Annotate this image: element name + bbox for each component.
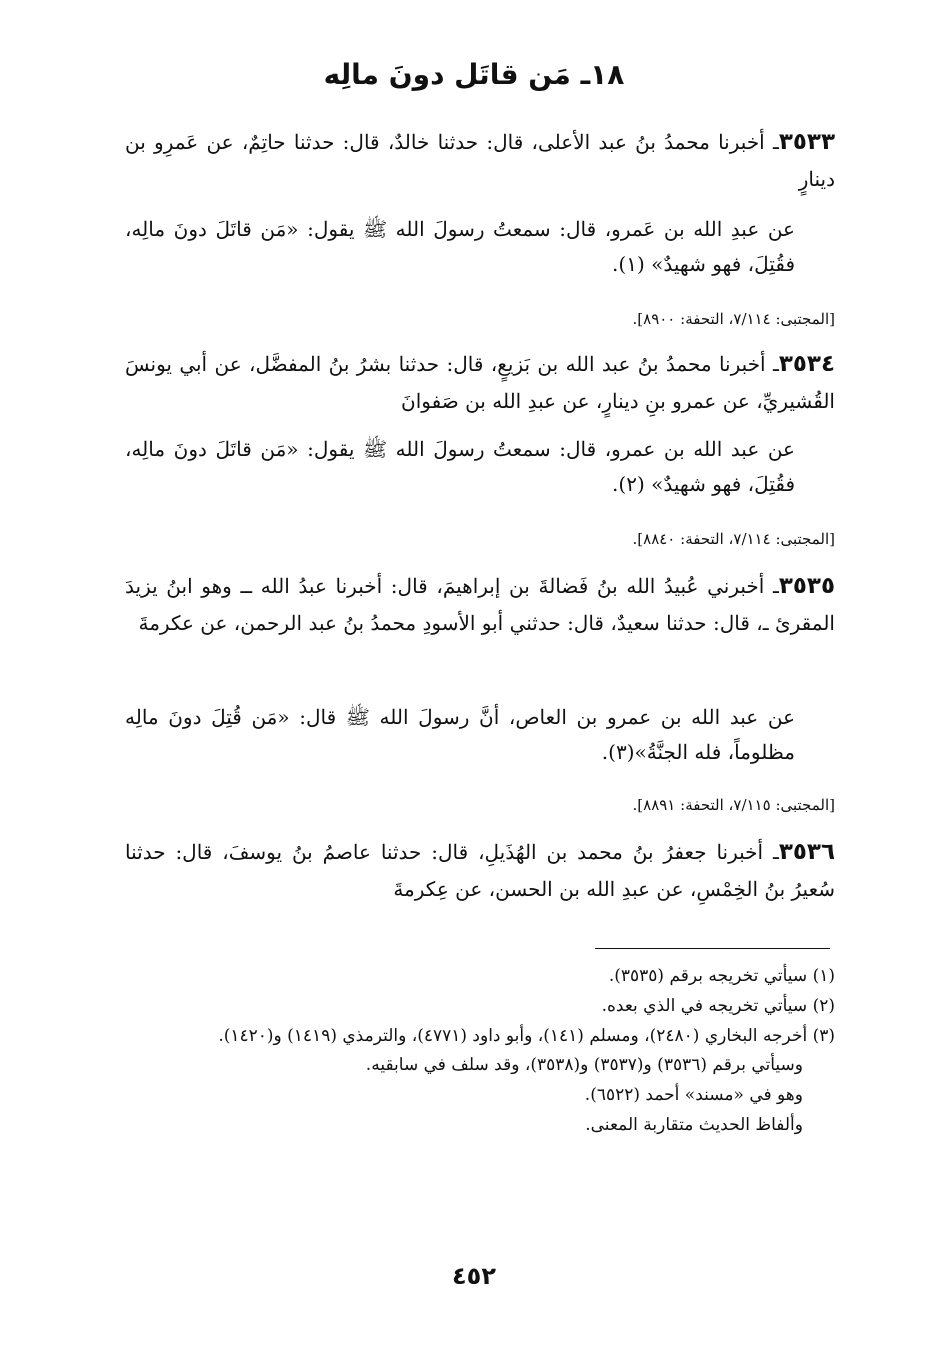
chapter-title: ١٨ـ مَن قاتَل دونَ مالِه (323, 58, 625, 91)
footnote-3-continuation: وألفاظ الحديث متقاربة المعنى. (585, 1114, 803, 1135)
footnotes (125, 962, 835, 1141)
hadith-isnad-text: ـ أخبرنا محمدُ بنُ عبد الله بن بَزيعٍ، قال: حدثنا بشرُ بنُ المفضَّل، عن أبي يونسَ القُشيريِّ، عن عمرو بنِ دينارٍ، عن عبدِ الله بن صَفوانَ (125, 352, 835, 414)
hadith-isnad (125, 122, 835, 197)
hadith-reference-text: [المجتبى: ٧/١١٤، التحفة: ٨٨٤٠]. (632, 530, 835, 548)
hadith-reference (125, 306, 835, 332)
hadith-number: ٣٥٣٤ (778, 351, 835, 377)
hadith-isnad-text: ـ أخبرني عُبيدُ الله بنُ فَضالةَ بن إبراهيمَ، قال: أخبرنا عبدُ الله ــ وهو ابنُ يزيدَ المقرئ ـ، قال: حدثنا سعيدٌ، قال: حدثني أبو الأسودِ محمدُ بنُ عبد الرحمن، عن عكرمةَ (125, 574, 835, 636)
hadith-reference-text: [المجتبى: ٧/١١٤، التحفة: ٨٩٠٠]. (632, 310, 835, 328)
footnote-divider (595, 948, 830, 949)
hadith-matn (125, 432, 835, 502)
hadith-reference-text: [المجتبى: ٧/١١٥، التحفة: ٨٨٩١]. (632, 796, 835, 814)
hadith-isnad-text: ـ أخبرنا جعفرُ بنُ محمد بن الهُذَيلِ، قال: حدثنا عاصمُ بنُ يوسفَ، قال: حدثنا سُعيرُ بنُ الخِمْسِ، عن عبدِ الله بن الحسن، عن عِكرمةَ (125, 840, 835, 902)
hadith-matn (125, 700, 835, 770)
hadith-number: ٣٥٣٥ (778, 573, 835, 599)
hadith-matn-text: عن عبد الله بن عمرو بن العاص، أنَّ رسولَ الله ﷺ قال: «مَن قُتِلَ دونَ مالِه مظلوماً، فله الجنَّةُ»(٣). (125, 705, 795, 764)
hadith-reference (125, 792, 835, 818)
hadith-isnad (125, 566, 835, 641)
footnote-3: (٣) أخرجه البخاري (٢٤٨٠)، ومسلم (١٤١)، وأبو داود (٤٧٧١)، والترمذي (١٤١٩) و(١٤٢٠). (218, 1025, 835, 1046)
footnote-2: (٢) سيأتي تخريجه في الذي بعده. (601, 995, 835, 1016)
hadith-isnad (125, 832, 835, 907)
hadith-isnad-text: ـ أخبرنا محمدُ بنُ عبد الأعلى، قال: حدثنا خالدٌ، قال: حدثنا حاتِمٌ، عن عَمرِو بن دينارٍ (125, 130, 835, 192)
hadith-matn (125, 212, 835, 282)
hadith-matn-text: عن عبد الله بن عمرو، قال: سمعتُ رسولَ الله ﷺ يقول: «مَن قاتَلَ دونَ مالِه، فقُتِلَ، فهو شهيدٌ» (٢). (125, 437, 795, 496)
footnote-3-continuation: وسيأتي برقم (٣٥٣٦) و(٣٥٣٧) و(٣٥٣٨)، وقد سلف في سابقيه. (365, 1055, 803, 1076)
hadith-reference (125, 526, 835, 552)
hadith-number: ٣٥٣٣ (778, 129, 835, 155)
footnote-1: (١) سيأتي تخريجه برقم (٣٥٣٥). (608, 966, 835, 986)
hadith-isnad (125, 344, 835, 419)
page-number: ٤٥٢ (452, 1262, 496, 1290)
hadith-matn-text: عن عبدِ الله بن عَمرو، قال: سمعتُ رسولَ الله ﷺ يقول: «مَن قاتَلَ دونَ مالِه، فقُتِلَ، فهو شهيدٌ» (١). (125, 217, 795, 276)
hadith-number: ٣٥٣٦ (778, 839, 835, 865)
footnote-3-continuation: وهو في «مسند» أحمد (٦٥٢٢). (584, 1085, 803, 1105)
